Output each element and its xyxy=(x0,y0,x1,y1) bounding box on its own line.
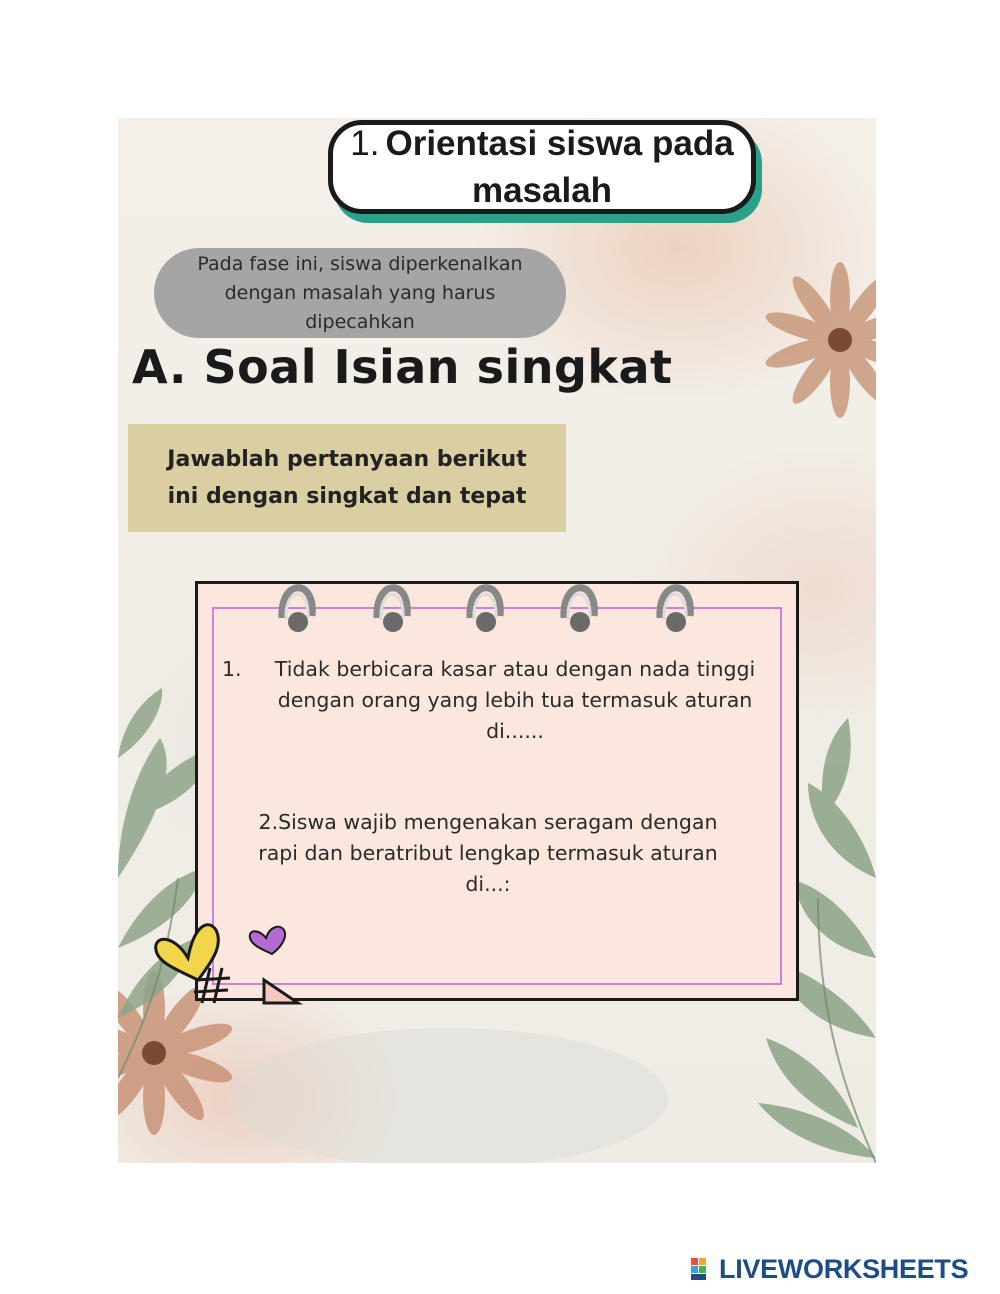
ring-icon xyxy=(470,588,500,632)
ring-icon xyxy=(377,588,407,632)
question-1-text: Tidak berbicara kasar atau dengan nada tinggi dengan orang yang lebih tua termasuk aturan di...... xyxy=(274,657,756,743)
heart-purple-icon xyxy=(250,927,285,954)
phase-description-text: Pada fase ini, siswa diperkenalkan dengan masalah yang harus dipecahkan xyxy=(197,252,523,333)
ring-icon xyxy=(660,588,690,632)
stage-number: 1. xyxy=(350,124,380,163)
ring-icon xyxy=(282,588,312,632)
liveworksheets-logo-icon xyxy=(690,1256,716,1282)
instruction-text: Jawablah pertanyaan berikut ini dengan singkat dan tepat xyxy=(167,447,527,509)
ring-icon xyxy=(564,588,594,632)
worksheet-page xyxy=(118,118,876,1163)
triangle-doodle-icon xyxy=(264,980,298,1003)
liveworksheets-logo[interactable] xyxy=(690,1254,968,1284)
liveworksheets-brand: LIVEWORKSHEETS xyxy=(719,1253,969,1284)
question-2-text: 2.Siswa wajib mengenakan seragam dengan rapi dan beratribut lengkap termasuk aturan di...: xyxy=(258,810,718,896)
stage-title-text: Orientasi siswa pada masalah xyxy=(385,124,734,210)
section-title: A. Soal Isian singkat xyxy=(132,340,673,394)
question-1-number: 1. xyxy=(222,657,242,681)
spiral-rings xyxy=(118,118,876,1163)
